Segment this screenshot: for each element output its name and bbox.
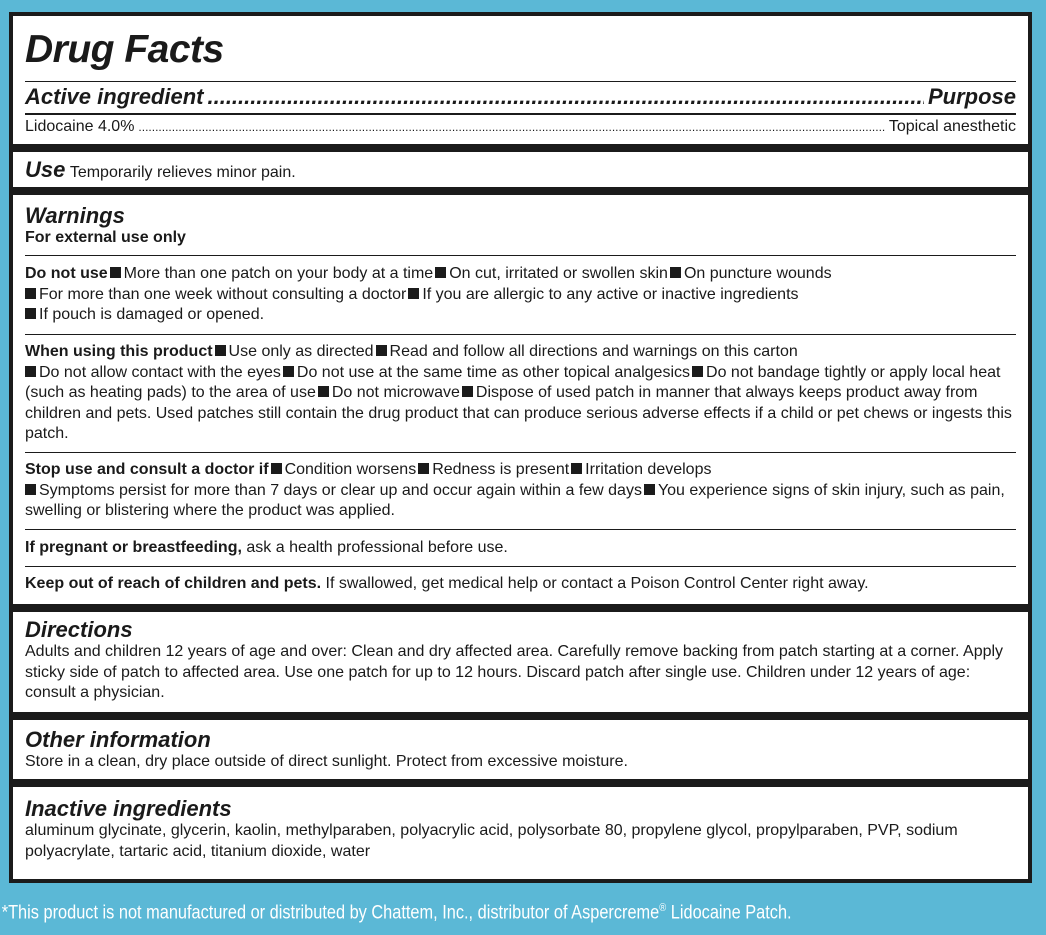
directions-text: Adults and children 12 years of age and over: Clean and dry affected area. Carefully remove backing from patch starting at a corner. Apply sticky side of patch to affected area. Use one patch for up to 12 hours. Discard patch after single use. Children under 12 years of age: consult a physician. — [25, 643, 1004, 701]
other-info-text: Store in a clean, dry place outside of direct sunlight. Protect from excessive moisture. — [25, 753, 628, 770]
bullet-square-icon — [283, 366, 294, 377]
section-divider — [13, 712, 1028, 720]
stop-use-item: Symptoms persist for more than 7 days or clear up and occur again within a few days — [39, 481, 642, 499]
when-using-item: Do not allow contact with the eyes — [39, 363, 281, 381]
active-ingredient-section — [13, 84, 1028, 110]
bullet-square-icon — [25, 308, 36, 319]
bullet-square-icon — [25, 288, 36, 299]
active-divider — [25, 113, 1016, 115]
drug-facts-panel — [9, 12, 1032, 883]
active-heading: Active ingredient — [25, 84, 204, 109]
bullet-square-icon — [376, 345, 387, 356]
warnings-divider — [25, 255, 1016, 256]
do-not-use-block — [13, 264, 1028, 326]
other-info-section — [13, 728, 1028, 773]
drug-facts-title: Drug Facts — [25, 28, 224, 71]
when-using-item: Read and follow all directions and warnings on this carton — [389, 343, 798, 360]
when-using-item: Dispose of used patch in manner that always keeps product away from children and pets. Used patches still contain the drug product that can produce serious adverse effects if a child or pet chews or ingests this patch. — [25, 384, 1012, 442]
bullet-square-icon — [215, 345, 226, 356]
section-divider — [13, 779, 1028, 787]
other-info-heading: Other information — [25, 727, 211, 752]
stop-use-item: You experience signs of skin injury, such as pain, swelling or blistering where the product was applied. — [25, 481, 1005, 519]
disclaimer-text: *This product is not manufactured or distributed by Chattem, Inc., distributor of Aspercreme — [1, 902, 660, 924]
keep-out-label: Keep out of reach of children and pets. — [25, 575, 322, 592]
warnings-divider — [25, 334, 1016, 335]
warnings-divider — [25, 566, 1016, 567]
when-using-block — [13, 342, 1028, 445]
bullet-square-icon — [25, 484, 36, 495]
do-not-use-item: If you are allergic to any active or inactive ingredients — [422, 285, 799, 303]
warnings-subheading: For external use only — [25, 229, 186, 246]
warnings-divider — [25, 452, 1016, 453]
purpose-heading: Purpose — [927, 84, 1016, 109]
directions-heading: Directions — [25, 617, 133, 642]
keep-out-block — [13, 574, 1028, 595]
use-section — [13, 158, 1028, 184]
warnings-divider — [25, 529, 1016, 530]
use-heading: Use — [25, 157, 66, 182]
active-ingredient-purpose: Topical anesthetic — [888, 118, 1016, 135]
do-not-use-item: For more than one week without consulting a doctor — [39, 285, 407, 303]
disclaimer-footer — [0, 902, 901, 924]
section-divider — [13, 187, 1028, 195]
when-using-item: Do not use at the same time as other topical analgesics — [296, 363, 691, 381]
directions-section — [13, 618, 1028, 704]
keep-out-text: If swallowed, get medical help or contact a Poison Control Center right away. — [325, 575, 869, 592]
pregnant-block — [13, 538, 1028, 559]
inactive-text: aluminum glycinate, glycerin, kaolin, methylparaben, polyacrylic acid, polysorbate 80, propylene glycol, propylparaben, PVP, sodium polyacrylate, tartaric acid, titanium dioxide, water — [25, 822, 958, 860]
pregnant-label: If pregnant or breastfeeding, — [25, 539, 242, 556]
bullet-square-icon — [462, 386, 473, 397]
drug-facts-header — [13, 28, 1028, 72]
use-text: Temporarily relieves minor pain. — [69, 164, 296, 181]
pregnant-text: ask a health professional before use. — [246, 539, 508, 556]
when-using-item: Use only as directed — [228, 343, 374, 360]
stop-use-block — [13, 460, 1028, 522]
inactive-section — [13, 797, 1028, 862]
title-divider — [25, 81, 1016, 82]
bullet-square-icon — [418, 463, 429, 474]
leader-dots — [138, 117, 884, 137]
disclaimer-suffix: Lidocaine Patch. — [666, 902, 792, 924]
do-not-use-item: On puncture wounds — [683, 265, 832, 282]
section-divider — [13, 604, 1028, 612]
registered-mark: ® — [659, 902, 667, 914]
section-divider — [13, 144, 1028, 152]
leader-dots — [207, 84, 923, 110]
active-ingredient-row — [25, 117, 1016, 137]
when-using-item: Do not microwave — [331, 384, 460, 401]
stop-use-label: Stop use and consult a doctor if — [25, 461, 269, 478]
bullet-square-icon — [110, 267, 121, 278]
bullet-square-icon — [408, 288, 419, 299]
bullet-square-icon — [644, 484, 655, 495]
bullet-square-icon — [435, 267, 446, 278]
active-row-wrap — [13, 117, 1028, 137]
do-not-use-item: On cut, irritated or swollen skin — [449, 265, 668, 282]
stop-use-item: Condition worsens — [284, 461, 417, 478]
do-not-use-item: More than one patch on your body at a time — [123, 265, 434, 282]
do-not-use-label: Do not use — [25, 265, 108, 282]
bullet-square-icon — [692, 366, 703, 377]
bullet-square-icon — [25, 366, 36, 377]
bullet-square-icon — [571, 463, 582, 474]
active-ingredient-name: Lidocaine 4.0% — [25, 118, 135, 135]
inactive-heading: Inactive ingredients — [25, 796, 232, 821]
when-using-item: Do not bandage tightly or apply local heat (such as heating pads) to the area of use — [25, 363, 1001, 401]
when-using-label: When using this product — [25, 343, 213, 360]
do-not-use-item: If pouch is damaged or opened. — [39, 306, 265, 323]
bullet-square-icon — [271, 463, 282, 474]
warnings-section — [13, 204, 1028, 249]
stop-use-item: Irritation develops — [585, 461, 712, 478]
active-heading-row — [25, 84, 1016, 110]
warnings-heading: Warnings — [25, 203, 125, 228]
bullet-square-icon — [670, 267, 681, 278]
bullet-square-icon — [318, 386, 329, 397]
stop-use-item: Redness is present — [432, 461, 570, 478]
